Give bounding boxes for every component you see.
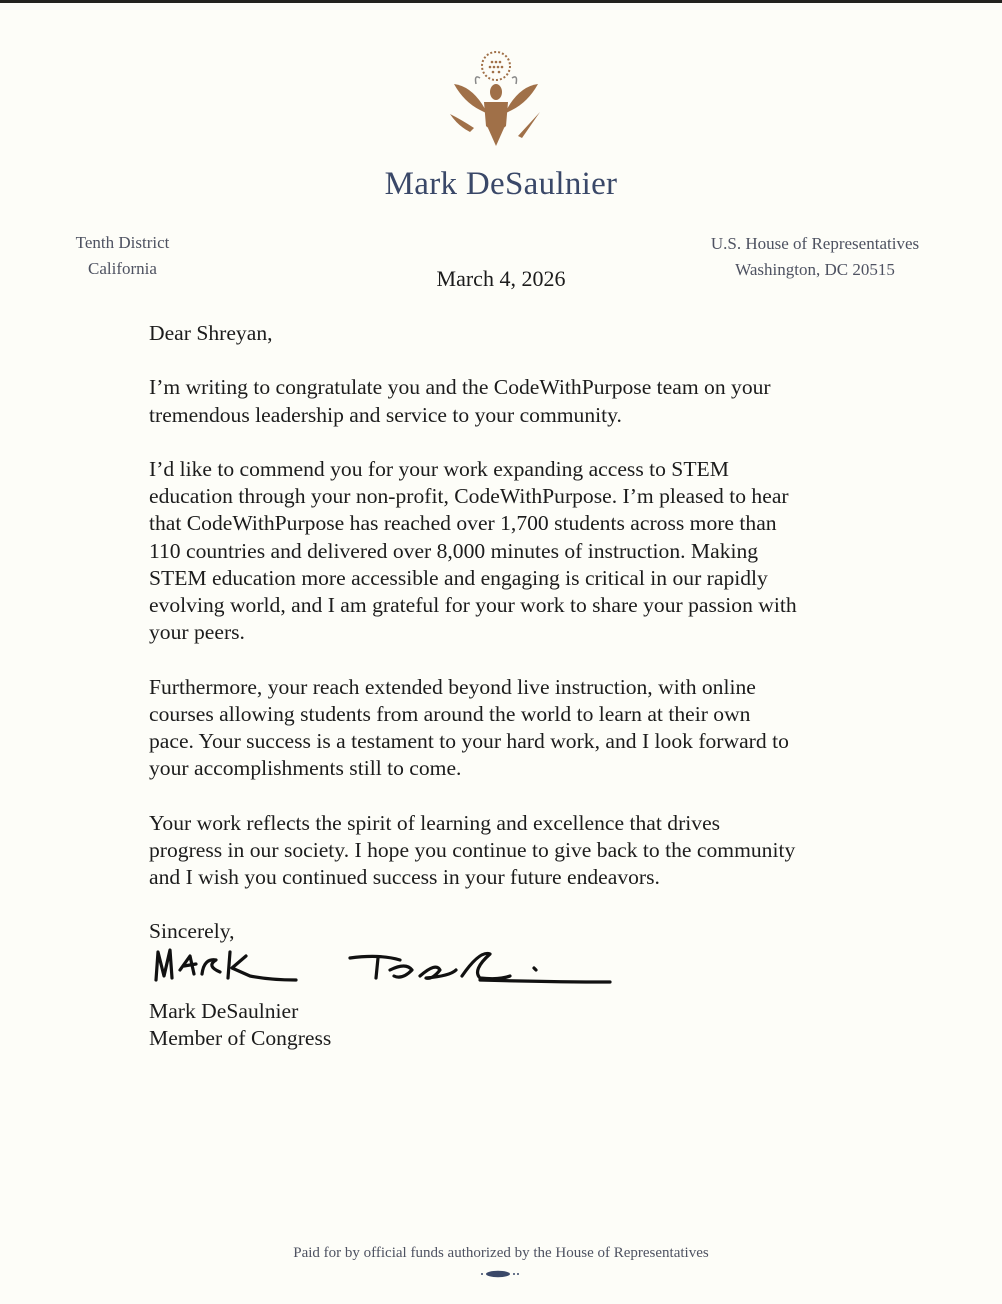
district-line: Tenth District xyxy=(75,233,170,252)
text-line: evolving world, and I am grateful for your work to share your passion with xyxy=(149,593,797,617)
handwritten-signature xyxy=(150,940,620,990)
text-line: tremendous leadership and service to your community. xyxy=(149,402,622,427)
letter-date: March 4, 2026 xyxy=(436,266,566,291)
signer-name: Mark DeSaulnier xyxy=(149,999,299,1023)
salutation: Dear Shreyan, xyxy=(149,321,273,345)
text-line: courses allowing students from around the world to learn at their own xyxy=(149,701,751,726)
text-line: your peers. xyxy=(149,620,245,645)
signer-title: Member of Congress xyxy=(149,1026,332,1051)
signer-block xyxy=(149,998,331,1052)
scan-top-border xyxy=(0,0,1002,3)
text-line: I’d like to commend you for your work expanding access to STEM xyxy=(149,456,729,481)
paragraph-2 xyxy=(149,456,909,646)
text-line: and I wish you continued success in your future endeavors. xyxy=(149,865,660,889)
address-line: Washington, DC 20515 xyxy=(735,260,895,279)
closing: Sincerely, xyxy=(149,919,235,944)
text-line: that CodeWithPurpose has reached over 1,700 students across more than xyxy=(149,511,777,536)
paragraph-3 xyxy=(149,674,909,783)
great-seal-eagle-icon xyxy=(440,44,552,156)
text-line: your accomplishments still to come. xyxy=(149,756,462,781)
footer-disclaimer: Paid for by official funds authorized by the House of Representatives xyxy=(293,1245,709,1261)
paragraph-1 xyxy=(149,374,909,428)
text-line: I’m writing to congratulate you and the CodeWithPurpose team on your xyxy=(149,375,771,400)
letter-body xyxy=(149,320,909,946)
state-line: California xyxy=(88,259,157,278)
text-line: Your work reflects the spirit of learning and excellence that drives xyxy=(149,810,721,835)
text-line: pace. Your success is a testament to your hard work, and I look forward to xyxy=(149,729,789,753)
union-bug-icon xyxy=(478,1270,524,1278)
text-line: education through your non-profit, CodeWithPurpose. I’m pleased to hear xyxy=(149,484,789,509)
office-line: U.S. House of Representatives xyxy=(710,234,920,253)
text-line: STEM education more accessible and engaging is critical in our rapidly xyxy=(149,565,768,590)
paragraph-4 xyxy=(149,810,909,892)
letterhead-name: Mark DeSaulnier xyxy=(384,166,618,202)
text-line: Furthermore, your reach extended beyond live instruction, with online xyxy=(149,674,756,699)
text-line: 110 countries and delivered over 8,000 minutes of instruction. Making xyxy=(149,538,759,563)
text-line: progress in our society. I hope you continue to give back to the community xyxy=(149,837,796,862)
